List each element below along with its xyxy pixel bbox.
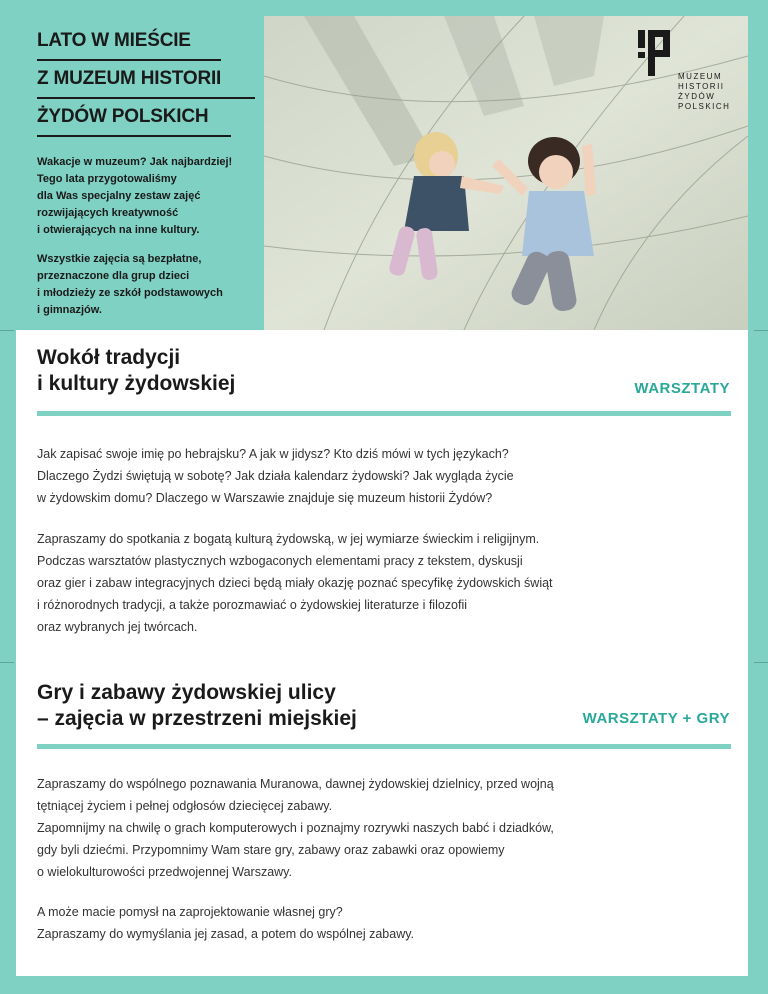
section-2-paragraph-2 (37, 901, 737, 945)
logo-line: ŻYDÓW (678, 92, 716, 101)
museum-logo-icon (638, 30, 670, 81)
section-1-divider (37, 411, 731, 416)
logo-line: POLSKICH (678, 102, 731, 111)
text-line: Zapraszamy do wymyślania jej zasad, a potem do wspólnej zabawy. (37, 927, 415, 941)
text-line: oraz wybranych jej twórcach. (37, 620, 198, 634)
text-line: Jak zapisać swoje imię po hebrajsku? A jak w jidysz? Kto dziś mówi w tych językach? (37, 447, 509, 461)
section-title-line: – zajęcia w przestrzeni miejskiej (37, 707, 357, 730)
intro-line: Tego lata przygotowaliśmy (37, 173, 177, 185)
section-title-line: i kultury żydowskiej (37, 372, 236, 395)
text-line: o wielokulturowości przedwojennej Warszawy. (37, 865, 292, 879)
intro-line: dla Was specjalny zestaw zajęć (37, 190, 201, 202)
crop-mark (754, 330, 768, 331)
section-title-line: Wokół tradycji (37, 346, 181, 369)
intro-line: Wakacje w muzeum? Jak najbardziej! (37, 156, 233, 168)
text-line: i różnorodnych tradycji, a także porozmawiać o żydowskiej literaturze i filozofii (37, 598, 468, 612)
text-line: Zapraszamy do spotkania z bogatą kulturą żydowską, w jej wymiarze świeckim i religijnym. (37, 532, 540, 546)
header (0, 0, 768, 330)
intro-text (37, 154, 267, 331)
text-line: Dlaczego Żydzi świętują w sobotę? Jak działa kalendarz żydowski? Jak wygląda życie (37, 469, 514, 483)
crop-mark (0, 662, 14, 663)
intro-line: Wszystkie zajęcia są bezpłatne, (37, 253, 202, 265)
section-2-divider (37, 744, 731, 749)
title-line-3: ŻYDÓW POLSKICH (37, 106, 231, 137)
intro-line: i otwierających na inne kultury. (37, 224, 200, 236)
page-title (37, 30, 257, 144)
intro-paragraph-1 (37, 154, 267, 239)
title-line-1: LATO W MIEŚCIE (37, 30, 221, 61)
museum-logo-text (678, 72, 730, 112)
text-line: gdy byli dziećmi. Przypomnimy Wam stare gry, zabawy oraz zabawki oraz opowiemy (37, 843, 505, 857)
title-line-2: Z MUZEUM HISTORII (37, 68, 255, 99)
text-line: Podczas warsztatów plastycznych wzbogaconych elementami pracy z tekstem, dyskusji (37, 554, 523, 568)
logo-line: MUZEUM (678, 72, 723, 81)
text-line: tętniącej życiem i pełnej odgłosów dziecięcej zabawy. (37, 799, 333, 813)
crop-mark (0, 330, 14, 331)
text-line: A może macie pomysł na zaprojektowanie własnej gry? (37, 905, 343, 919)
section-2-paragraph-1 (37, 773, 737, 883)
text-line: Zapraszamy do wspólnego poznawania Muranowa, dawnej żydowskiej dzielnicy, przed wojną (37, 777, 554, 791)
section-1-tag: WARSZTATY (634, 380, 730, 397)
text-line: oraz gier i zabaw integracyjnych dzieci będą miały okazję poznać specyfikę żydowskich świąt (37, 576, 553, 590)
section-1-paragraph-1 (37, 443, 737, 509)
intro-line: i młodzieży ze szkół podstawowych (37, 287, 223, 299)
intro-line: i gimnazjów. (37, 304, 102, 316)
text-line: Zapomnijmy na chwilę o grach komputerowych i poznajmy rozrywki naszych babć i dziadków, (37, 821, 554, 835)
section-2-tag: WARSZTATY + GRY (582, 710, 730, 727)
text-line: w żydowskim domu? Dlaczego w Warszawie znajduje się muzeum historii Żydów? (37, 491, 493, 505)
section-2-title (37, 680, 357, 732)
section-title-line: Gry i zabawy żydowskiej ulicy (37, 681, 336, 704)
intro-line: przeznaczone dla grup dzieci (37, 270, 190, 282)
children-photo (264, 16, 748, 330)
intro-paragraph-2 (37, 251, 267, 319)
section-1-paragraph-2 (37, 528, 737, 638)
logo-line: HISTORII (678, 82, 725, 91)
section-1-title (37, 345, 235, 397)
crop-mark (754, 662, 768, 663)
intro-line: rozwijających kreatywność (37, 207, 179, 219)
